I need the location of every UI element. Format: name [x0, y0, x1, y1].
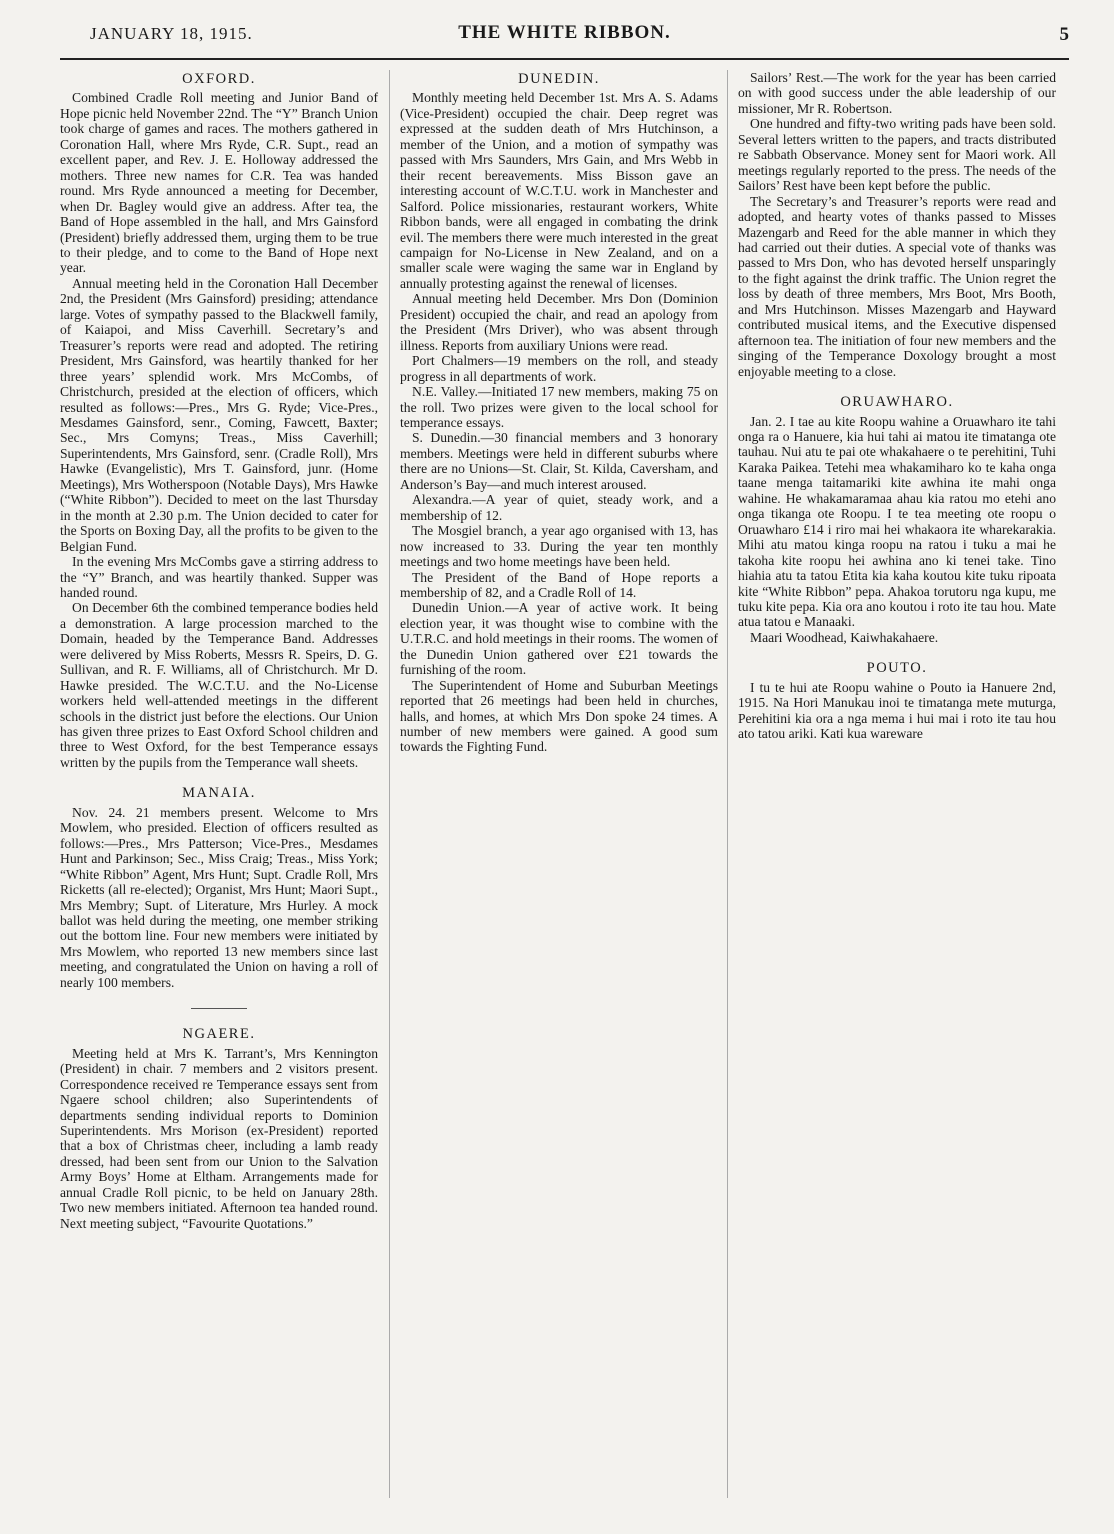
dunedin-paragraph: Monthly meeting held December 1st. Mrs A. S. Adams (Vice-President) occupied the chair. Deep regret was expressed at the sudden death of Mrs Hutchinson, a member of the Union, and a motion of sympathy was passed with Mrs Saunders, Mrs Gain, and Mrs Webb in their recent bereavements. Miss Bisson gave an interesting account of W.C.T.U. work in Manchester and Salford. Police missionaries, restaurant workers, White Ribbon bands, were all engaged in combating the drink evil. The members there were much interested in the great campaign for No-License in New Zealand, and on a smaller scale were waging the same war in England by annually protesting against the renewal of licenses.	[400, 90, 718, 291]
column-2	[400, 70, 718, 755]
dunedin-paragraph: The Secretary’s and Treasurer’s reports were read and adopted, and hearty votes of thanks passed to Misses Mazengarb and Reed for the able manner in which they had carried out their duties. A special vote of thanks was passed to Mrs Don, who has devoted herself unsparingly to the fight against the drink traffic. The Union regret the loss by death of three members, Mrs Boot, Mrs Booth, and Mrs Hutchinson. Misses Mazengarb and Hayward contributed musical items, and the Executive dispensed afternoon tea. The initiation of four new members and the singing of the Temperance Doxology brought a most enjoyable meeting to a close.	[738, 193, 1056, 379]
dunedin-paragraph: One hundred and fifty-two writing pads have been sold. Several letters written to the papers, and tracts distributed re Sabbath Observance. Money sent for Maori work. All meetings regularly reported to the press. The needs of the Sailors’ Rest have been kept before the public.	[738, 116, 1056, 194]
section-title-ngaere: NGAERE.	[182, 1026, 256, 1043]
dunedin-paragraph: The Superintendent of Home and Suburban Meetings reported that 26 meetings had been held in churches, halls, and homes, at which Mrs Don spoke 24 times. A number of new members were gained. A good sum towards the Fighting Fund.	[400, 677, 718, 755]
dunedin-paragraph: The President of the Band of Hope reports a membership of 82, and a Cradle Roll of 14.	[400, 569, 718, 600]
oruawharo-signature: Maari Woodhead, Kaiwhakahaere.	[750, 629, 939, 645]
pouto-paragraph: I tu te hui ate Roopu wahine o Pouto ia Hanuere 2nd, 1915. Na Hori Manukau inoi te timatanga mete muturga, Perehitini kia ora a nga mema i hui mai i roto ite tau hou ato tatou ariki. Kati kua wareware	[738, 679, 1056, 742]
header-rule	[60, 58, 1069, 60]
oxford-paragraph: On December 6th the combined temperance bodies held a demonstration. A large procession marched to the Domain, headed by the Temperance Band. Addresses were delivered by Miss Roberts, Messrs R. Speirs, D. G. Sullivan, and R. F. Williams, all of Christchurch. Mr D. Hawke presided. The W.C.T.U. and the No-License workers held well-attended meetings in the different schools in the district just before the elections. Our Union has given three prizes to East Oxford School children and three to West Oxford, for the best Temperance essays written by the pupils from the Temperance wall sheets.	[60, 600, 378, 770]
oxford-paragraph: Combined Cradle Roll meeting and Junior Band of Hope picnic held November 22nd. The “Y” Branch Union took charge of games and races. The mothers gathered in Coronation Hall, where Mrs Ryde, C.R. Supt., read an excellent paper, and Rev. J. E. Holloway addressed the mothers. Three new names for C.R. Tea was handed round. Mrs Ryde announced a meeting for December, when Dr. Bagley would give an address. After tea, the Band of Hope assembled in the hall, and Mrs Gainsford (President) briefly addressed them, urging them to be true to their pledge, and to come to the Band of Hope next year.	[60, 90, 378, 276]
section-title-dunedin: DUNEDIN.	[518, 71, 600, 87]
section-title-oruawharo: ORUAWHARO.	[840, 394, 954, 411]
ngaere-paragraph: Meeting held at Mrs K. Tarrant’s, Mrs Kennington (President) in chair. 7 members and 2 visitors present. Correspondence received re Temperance essays sent from Ngaere school children; also Superintendents of departments sending individual reports to Dominion Superintendents. Mrs Morison (ex-President) reported that a box of Christmas cheer, including a lamb ready dressed, had been sent from our Union to the Salvation Army Boys’ Home at Eltham. Arrangements made for annual Cradle Roll picnic, to be held on January 28th. Two new members initiated. Afternoon tea handed round. Next meeting subject, “Favourite Quotations.”	[60, 1045, 378, 1231]
column-divider	[389, 70, 390, 1498]
page-number: 5	[1059, 24, 1069, 45]
dunedin-paragraph: Annual meeting held December. Mrs Don (Dominion President) occupied the chair, and read an apology from the President (Mrs Driver), who was absent through illness. Reports from auxiliary Unions were read.	[400, 291, 718, 353]
column-1	[60, 70, 378, 1231]
page-header	[60, 22, 1069, 52]
dunedin-paragraph: Sailors’ Rest.—The work for the year has been carried on with good success under the able leadership of our missioner, Mr R. Robertson.	[738, 70, 1056, 116]
section-divider	[191, 1008, 247, 1009]
section-title-pouto: POUTO.	[866, 660, 928, 677]
column-divider	[727, 70, 728, 1498]
dunedin-paragraph: N.E. Valley.—Initiated 17 new members, making 75 on the roll. Two prizes were given to the local school for temperance essays.	[400, 384, 718, 430]
section-title-manaia: MANAIA.	[182, 785, 256, 802]
issue-date: JANUARY 18, 1915.	[90, 24, 253, 43]
dunedin-paragraph: Alexandra.—A year of quiet, steady work, and a membership of 12.	[400, 492, 718, 523]
column-3	[738, 70, 1056, 742]
oruawharo-paragraph: Jan. 2. I tae au kite Roopu wahine a Oruawharo ite tahi onga ra o Hanuere, kia hui tahi ai matou ite timatanga ote tauhau. Nui atu te pai ote whakahaere o te perehitini, Tuhi Karaka Paikea. Tetehi mea whakamiharo ko te kaha onga taane menga taitamariki kite awhina ite mahi onga wahine. He whakamaramaa ahau kia ratou mo etehi ano onga tikanga ote Roopu. I te tea meeting ote roopu o Oruawharo £14 i riro mai hei whakaora ite wharekarakia. Mihi atu matou kinga roopu na ratou i tuku a mai he takoha kite roopu hei awhina ano ki tenei take. Tino hiahia atu ta tatou Etita kia kaha koutou kite tuku ripoata kite “White Ribbon” pepa. Ahakoa torutoru nga kupu, me tuku kite pepa. Kia ora ano koutou i roto ite tau hou. Mate atua tatou e Manaaki.	[738, 413, 1056, 630]
newspaper-title: THE WHITE RIBBON.	[458, 22, 671, 43]
dunedin-paragraph: Port Chalmers—19 members on the roll, and steady progress in all departments of work.	[400, 353, 718, 384]
section-title-oxford: OXFORD.	[182, 71, 256, 87]
dunedin-paragraph: The Mosgiel branch, a year ago organised with 13, has now increased to 33. During the year ten monthly meetings and two home meetings have been held.	[400, 523, 718, 570]
dunedin-paragraph: Dunedin Union.—A year of active work. It being election year, it was thought wise to combine with the U.T.R.C. and hold meetings in their rooms. The women of the Dunedin Union gathered over £21 towards the furnishing of the room.	[400, 600, 718, 678]
dunedin-paragraph: S. Dunedin.—30 financial members and 3 honorary members. Meetings were held in different suburbs where there are no Unions—St. Clair, St. Kilda, Caversham, and Anderson’s Bay—and much interest aroused.	[400, 430, 718, 492]
oxford-paragraph: In the evening Mrs McCombs gave a stirring address to the “Y” Branch, and was heartily thanked. Supper was handed round.	[60, 554, 378, 600]
oxford-paragraph: Annual meeting held in the Coronation Hall December 2nd, the President (Mrs Gainsford) presiding; attendance large. Votes of sympathy passed to the Blackwell family, of Kaiapoi, and Miss Caverhill. Secretary’s and Treasurer’s reports were read and adopted. The retiring President, Mrs Gainsford, was heartily thanked for her three years’ splendid work. Mrs McCombs, of Christchurch, presided at the election of officers, which resulted as follows:—Pres., Mrs G. Ryde; Vice-Pres., Mesdames Gainsford, senr., Coming, Fawcett, Baxter; Sec., Mrs Comyns; Treas., Miss Caverhill; Superintendents, Mrs Gainsford, senr. (Cradle Roll), Mrs Hawke (Evangelistic), Mrs T. Gainsford, junr. (Home Meetings), Mrs Wotherspoon (Notable Days), Mrs Hawke (“White Ribbon”). Decided to meet on the last Thursday in the month at 2.30 p.m. The Union decided to cater for the Sports on Boxing Day, all the profits to be given to the Belgian Fund.	[60, 275, 378, 554]
manaia-paragraph: Nov. 24. 21 members present. Welcome to Mrs Mowlem, who presided. Election of officers resulted as follows:—Pres., Mrs Patterson; Vice-Pres., Mesdames Hunt and Parkinson; Sec., Miss Craig; Treas., Miss York; “White Ribbon” Agent, Mrs Hunt; Supt. Cradle Roll, Mrs Ricketts (all re-elected); Organist, Mrs Hunt; Maori Supt., Mrs Membry; Supt. of Literature, Mrs Hurley. A mock ballot was held during the meeting, one member striking out the bottom line. Four new members were initiated by Mrs Mowlem, who reported 13 new members since last meeting, and congratulated the Union on having a roll of nearly 100 members.	[60, 804, 378, 990]
